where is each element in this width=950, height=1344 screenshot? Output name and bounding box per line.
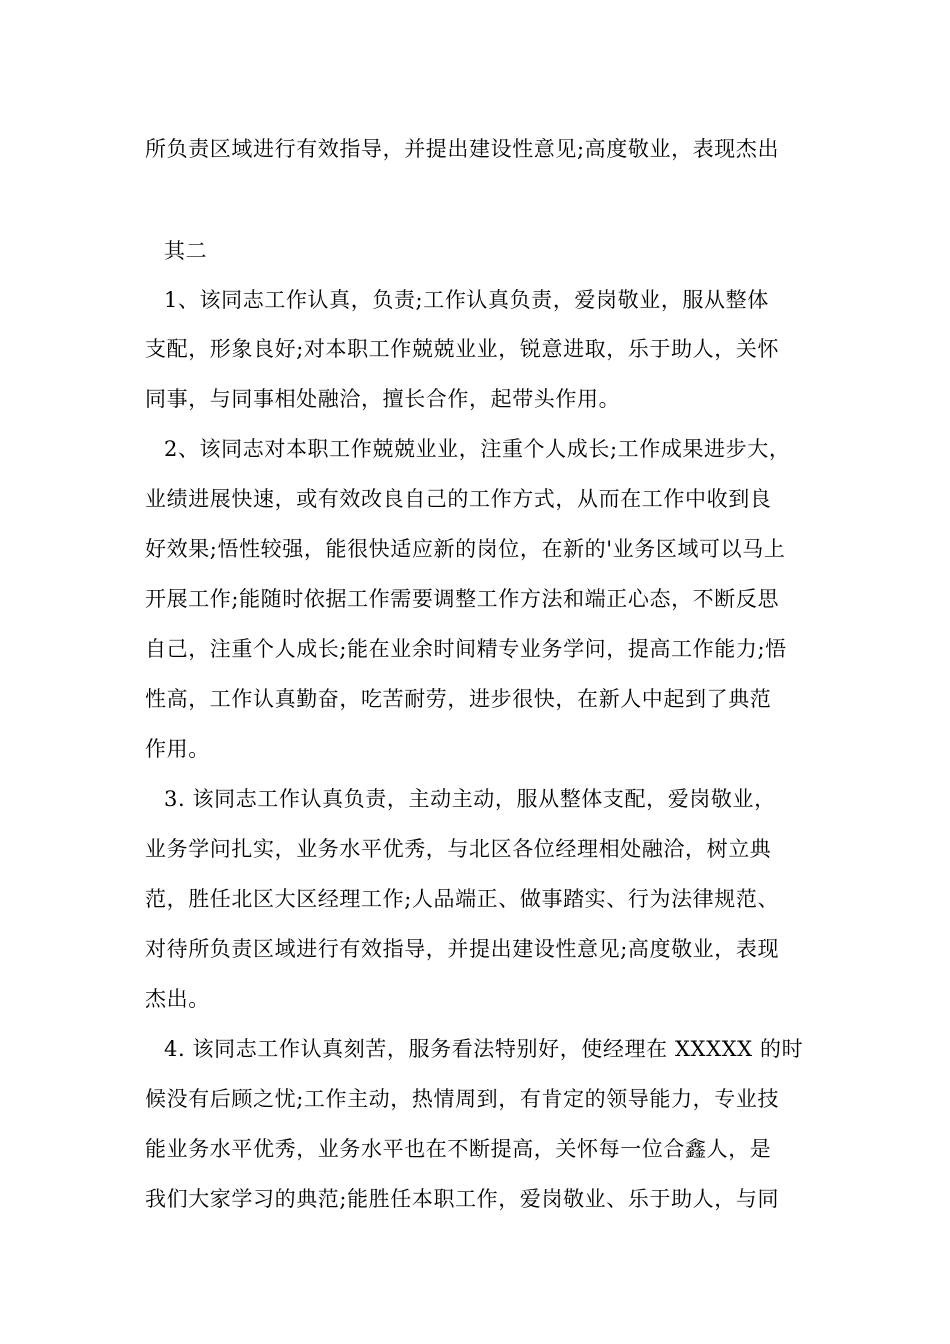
text-line: 业绩进展快速，或有效改良自己的工作方式，从而在工作中收到良 bbox=[145, 487, 772, 511]
text-line: 2、该同志对本职工作兢兢业业，注重个人成长;工作成果进步大， bbox=[164, 437, 791, 461]
text-line: 同事，与同事相处融洽，擅长合作，起带头作用。 bbox=[145, 387, 621, 411]
text-line: 3. 该同志工作认真负责，主动主动，服从整体支配，爱岗敬业， bbox=[164, 787, 776, 811]
text-line: 4. 该同志工作认真刻苦，服务看法特别好，使经理在 XXXXX 的时 bbox=[164, 1037, 804, 1061]
text-line: 开展工作;能随时依据工作需要调整工作方法和端正心态，不断反思 bbox=[145, 587, 780, 611]
text-line: 支配，形象良好;对本职工作兢兢业业，锐意进取，乐于助人，关怀 bbox=[145, 337, 780, 361]
text-line: 性高，工作认真勤奋，吃苦耐劳，进步很快，在新人中起到了典范 bbox=[145, 687, 772, 711]
text-line: 我们大家学习的典范;能胜任本职工作，爱岗敬业、乐于助人，与同 bbox=[145, 1187, 780, 1211]
text-line: 范，胜任北区大区经理工作;人品端正、做事踏实、行为法律规范、 bbox=[145, 887, 780, 911]
text-line: 对待所负责区域进行有效指导，并提出建设性意见;高度敬业，表现 bbox=[145, 937, 780, 961]
text-line: 所负责区域进行有效指导，并提出建设性意见;高度敬业，表现杰出 bbox=[145, 137, 780, 161]
text-line: 作用。 bbox=[145, 737, 210, 761]
text-line: 业务学问扎实，业务水平优秀，与北区各位经理相处融洽，树立典 bbox=[145, 837, 772, 861]
text-line: 好效果;悟性较强，能很快适应新的岗位，在新的'业务区域可以马上 bbox=[145, 537, 786, 561]
section-heading: 其二 bbox=[164, 239, 208, 263]
text-line: 杰出。 bbox=[145, 987, 210, 1011]
text-line: 能业务水平优秀，业务水平也在不断提高，关怀每一位合鑫人，是 bbox=[145, 1137, 772, 1161]
text-line: 自己，注重个人成长;能在业余时间精专业务学问，提高工作能力;悟 bbox=[145, 637, 787, 661]
text-line: 候没有后顾之忧;工作主动，热情周到，有肯定的领导能力，专业技 bbox=[145, 1087, 780, 1111]
text-line: 1、该同志工作认真，负责;工作认真负责，爱岗敬业，服从整体 bbox=[164, 288, 769, 312]
